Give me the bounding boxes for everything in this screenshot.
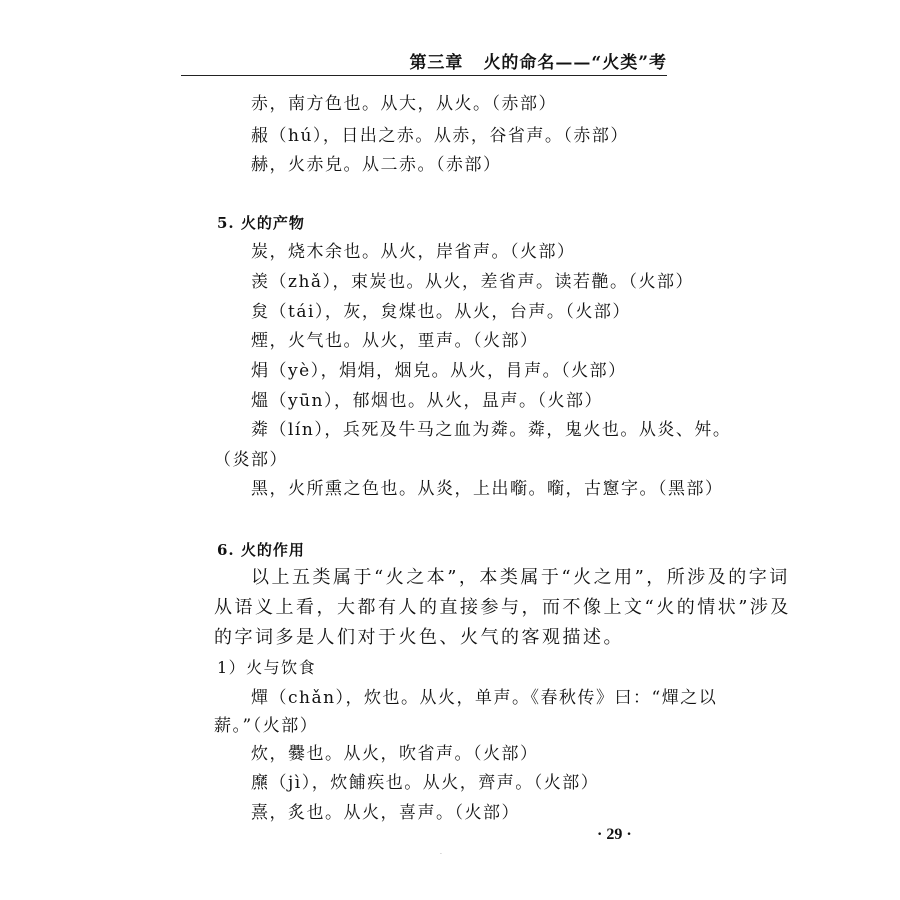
running-header [181, 48, 667, 73]
paragraph-line: 从语义上看，大都有人的直接参与，而不像上文“火的情状”涉及 [214, 597, 791, 618]
section-heading: 5. 火的产物 [217, 214, 305, 232]
section-heading: 6. 火的作用 [217, 541, 305, 559]
text-line: （炎部） [214, 450, 288, 470]
text-line: 粦（lín），兵死及牛马之血为粦。粦，鬼火也。从炎、舛。 [251, 420, 732, 440]
chapter-label: 第三章 [409, 53, 464, 73]
text-line: 赧（hú），日出之赤。从赤，谷省声。（赤部） [251, 126, 629, 146]
footer-mark: . [440, 849, 442, 856]
paragraph-line: 以上五类属于“火之本”，本类属于“火之用”，所涉及的字词 [251, 567, 790, 588]
chapter-title: 火的命名——“火类”考 [483, 53, 667, 73]
text-line: 爢（jì），炊餔疾也。从火，齊声。（火部） [251, 773, 600, 793]
text-line: 炱（tái），灰，炱煤也。从火，台声。（火部） [251, 302, 631, 322]
header-rule [181, 75, 667, 76]
text-line: 赤，南方色也。从大，从火。（赤部） [251, 94, 557, 114]
text-line: 赫，火赤皃。从二赤。（赤部） [251, 155, 502, 175]
text-line: 熅（yūn），郁烟也。从火，昷声。（火部） [251, 391, 604, 411]
text-line: 焆（yè），焆焆，烟皃。从火，肙声。（火部） [251, 361, 627, 381]
text-line: 炊，爨也。从火，吹省声。（火部） [251, 744, 539, 764]
text-line: 煙，火气也。从火，垔声。（火部） [251, 331, 539, 351]
text-line: 熹，炙也。从火，喜声。（火部） [251, 803, 520, 823]
text-line: 薪。”（火部） [214, 716, 319, 736]
text-line: 羡（zhǎ），束炭也。从火，差省声。读若䒐。（火部） [251, 272, 695, 292]
page-number: · 29 · [597, 826, 632, 843]
text-line: 燀（chǎn），炊也。从火，单声。《春秋传》曰：“燀之以 [251, 688, 718, 708]
paragraph-line: 的字词多是人们对于火色、火气的客观描述。 [214, 627, 624, 648]
subsection-heading: 1）火与饮食 [217, 658, 317, 677]
text-line: 黑，火所熏之色也。从炎，上出㘅。㘅，古窻字。（黑部） [251, 479, 724, 499]
text-line: 炭，烧木余也。从火，岸省声。（火部） [251, 242, 576, 262]
